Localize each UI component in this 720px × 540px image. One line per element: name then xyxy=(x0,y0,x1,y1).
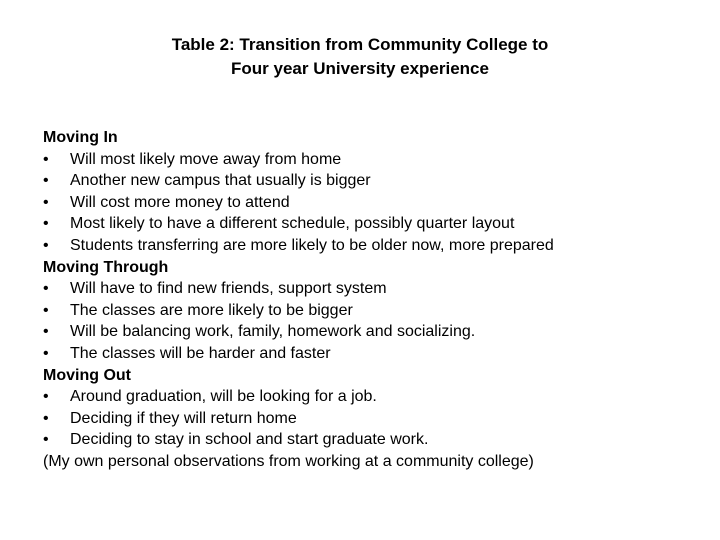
list-item xyxy=(43,321,713,343)
list-item-text: Will have to find new friends, support system xyxy=(70,280,387,298)
list-item xyxy=(43,170,713,192)
bullet-icon: • xyxy=(43,409,49,427)
list-item-text: Most likely to have a different schedule, possibly quarter layout xyxy=(70,215,515,233)
list-item xyxy=(43,408,713,430)
list-item-text: The classes will be harder and faster xyxy=(70,344,331,362)
bullet-icon: • xyxy=(43,301,49,319)
bullet-icon: • xyxy=(43,280,49,298)
list-item xyxy=(43,429,713,451)
bullet-icon: • xyxy=(43,193,49,211)
section-heading-moving-in: Moving In xyxy=(43,129,118,146)
page-title xyxy=(0,33,720,81)
list-item-text: Deciding if they will return home xyxy=(70,409,297,427)
section-heading-moving-out: Moving Out xyxy=(43,366,131,384)
bullet-icon: • xyxy=(43,236,49,254)
bullet-icon: • xyxy=(43,323,49,341)
bullet-icon: • xyxy=(43,431,49,449)
list-item xyxy=(43,235,713,257)
list-item xyxy=(43,386,713,408)
list-item xyxy=(43,149,713,171)
list-item-text: The classes are more likely to be bigger xyxy=(70,301,353,319)
title-line-2: Four year University experience xyxy=(231,59,489,78)
list-item-text: Around graduation, will be looking for a job. xyxy=(70,388,377,406)
bullet-icon: • xyxy=(43,172,49,190)
bullet-icon: • xyxy=(43,388,49,406)
list-item-text: Students transferring are more likely to be older now, more prepared xyxy=(70,236,554,254)
list-item-text: Will cost more money to attend xyxy=(70,193,290,211)
title-line-1: Table 2: Transition from Community College to xyxy=(171,35,549,54)
list-item xyxy=(43,278,713,300)
list-item-text: Deciding to stay in school and start graduate work. xyxy=(70,431,429,449)
list-item-text: Will be balancing work, family, homework and socializing. xyxy=(70,323,476,341)
section-heading-moving-through: Moving Through xyxy=(43,258,169,276)
footnote: (My own personal observations from working at a community college) xyxy=(43,452,534,470)
bullet-icon: • xyxy=(43,215,49,233)
bullet-icon: • xyxy=(43,150,49,168)
bullet-icon: • xyxy=(43,344,49,362)
list-item-text: Will most likely move away from home xyxy=(70,150,342,168)
list-item xyxy=(43,300,713,322)
list-item xyxy=(43,213,713,235)
content-body xyxy=(43,127,713,473)
list-item-text: Another new campus that usually is bigger xyxy=(70,172,371,190)
list-item xyxy=(43,192,713,214)
list-item xyxy=(43,343,713,365)
